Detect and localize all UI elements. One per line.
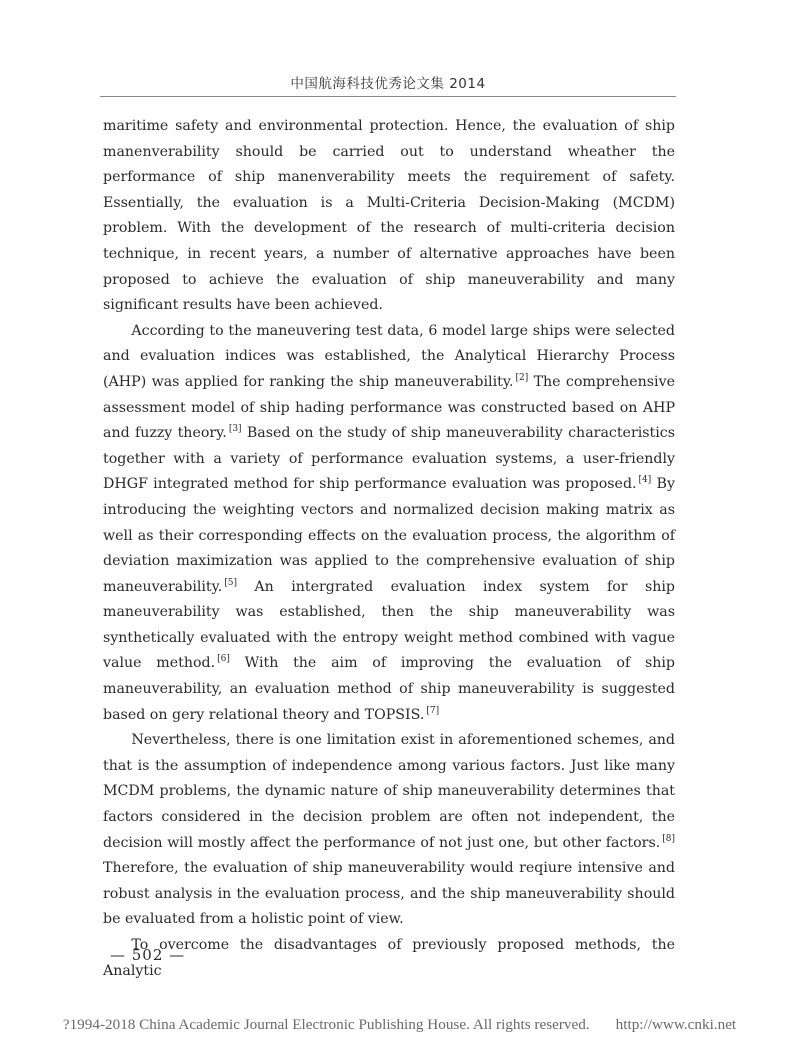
citation-ref: [3] <box>228 424 242 435</box>
paragraph <box>103 114 675 319</box>
page-number: — 502 — <box>110 946 186 964</box>
citation-ref: [4] <box>638 475 652 486</box>
text-run: Nevertheless, there is one limitation exist in aforementioned schemes, and that is the assumption of independence among various factors. Just like many MCDM problems, the dynamic nature of ship maneuverability determines that factors considered in the decision problem are often not independent, the decision will mostly affect the performance of not just one, but other factors. <box>103 732 675 851</box>
citation-ref: [6] <box>217 654 230 665</box>
citation-ref: [5] <box>224 577 238 588</box>
footer-url-link[interactable]: http://www.cnki.net <box>615 1016 737 1033</box>
paragraph <box>103 319 675 729</box>
text-run: According to the maneuvering test data, 6 model large ships were selected and evaluation indices was established, the Analytical Hierarchy Process (AHP) was applied for ranking the ship maneuverability. <box>103 322 675 390</box>
paragraph <box>103 728 675 933</box>
text-run: By introducing the weighting vectors and normalized decision making matrix as well as their corresponding effects on the evaluation process, the algorithm of deviation maximization was applied to the comprehensive evaluation of ship maneuverability. <box>103 476 675 595</box>
running-header: 中国航海科技优秀论文集 2014 <box>290 76 486 92</box>
paragraph <box>103 933 675 984</box>
citation-ref: [7] <box>426 705 440 716</box>
text-run: To overcome the disadvantages of previously proposed methods, the Analytic <box>103 937 675 979</box>
text-run: maritime safety and environmental protection. Hence, the evaluation of ship manenverability should be carried out to understand wheather the performance of ship manenverability meets the requirement of safety. Essentially, the evaluation is a Multi-Criteria Decision-Making (MCDM) problem. With the development of the research of multi-criteria decision technique, in recent years, a number of alternative approaches have been proposed to achieve the evaluation of ship maneuverability and many significant results have been achieved. <box>103 118 675 314</box>
text-run: Therefore, the evaluation of ship maneuverability would reqiure intensive and robust analysis in the evaluation process, and the ship maneuverability should be evaluated from a holistic point of view. <box>103 860 675 928</box>
text-run: An intergrated evaluation index system for ship maneuverability was established, then the ship maneuverability was synthetically evaluated with the entropy weight method combined with vague value method. <box>103 578 675 672</box>
text-run: Based on the study of ship maneuverability characteristics together with a variety of performance evaluation systems, a user-friendly DHGF integrated method for ship performance evaluation was proposed. <box>103 425 676 493</box>
text-run: The comprehensive assessment model of ship hading performance was constructed based on AHP and fuzzy theory. <box>103 373 675 442</box>
citation-ref: [2] <box>515 372 529 383</box>
text-run: With the aim of improving the evaluation of ship maneuverability, an evaluation method of ship maneuverability is suggested based on gery relational theory and TOPSIS. <box>103 655 675 723</box>
body-text <box>103 114 675 984</box>
header-rule <box>100 96 676 97</box>
citation-ref: [8] <box>662 833 675 844</box>
copyright-notice: ?1994-2018 China Academic Journal Electronic Publishing House. All rights reserved. <box>62 1016 590 1033</box>
footer <box>0 1016 799 1034</box>
